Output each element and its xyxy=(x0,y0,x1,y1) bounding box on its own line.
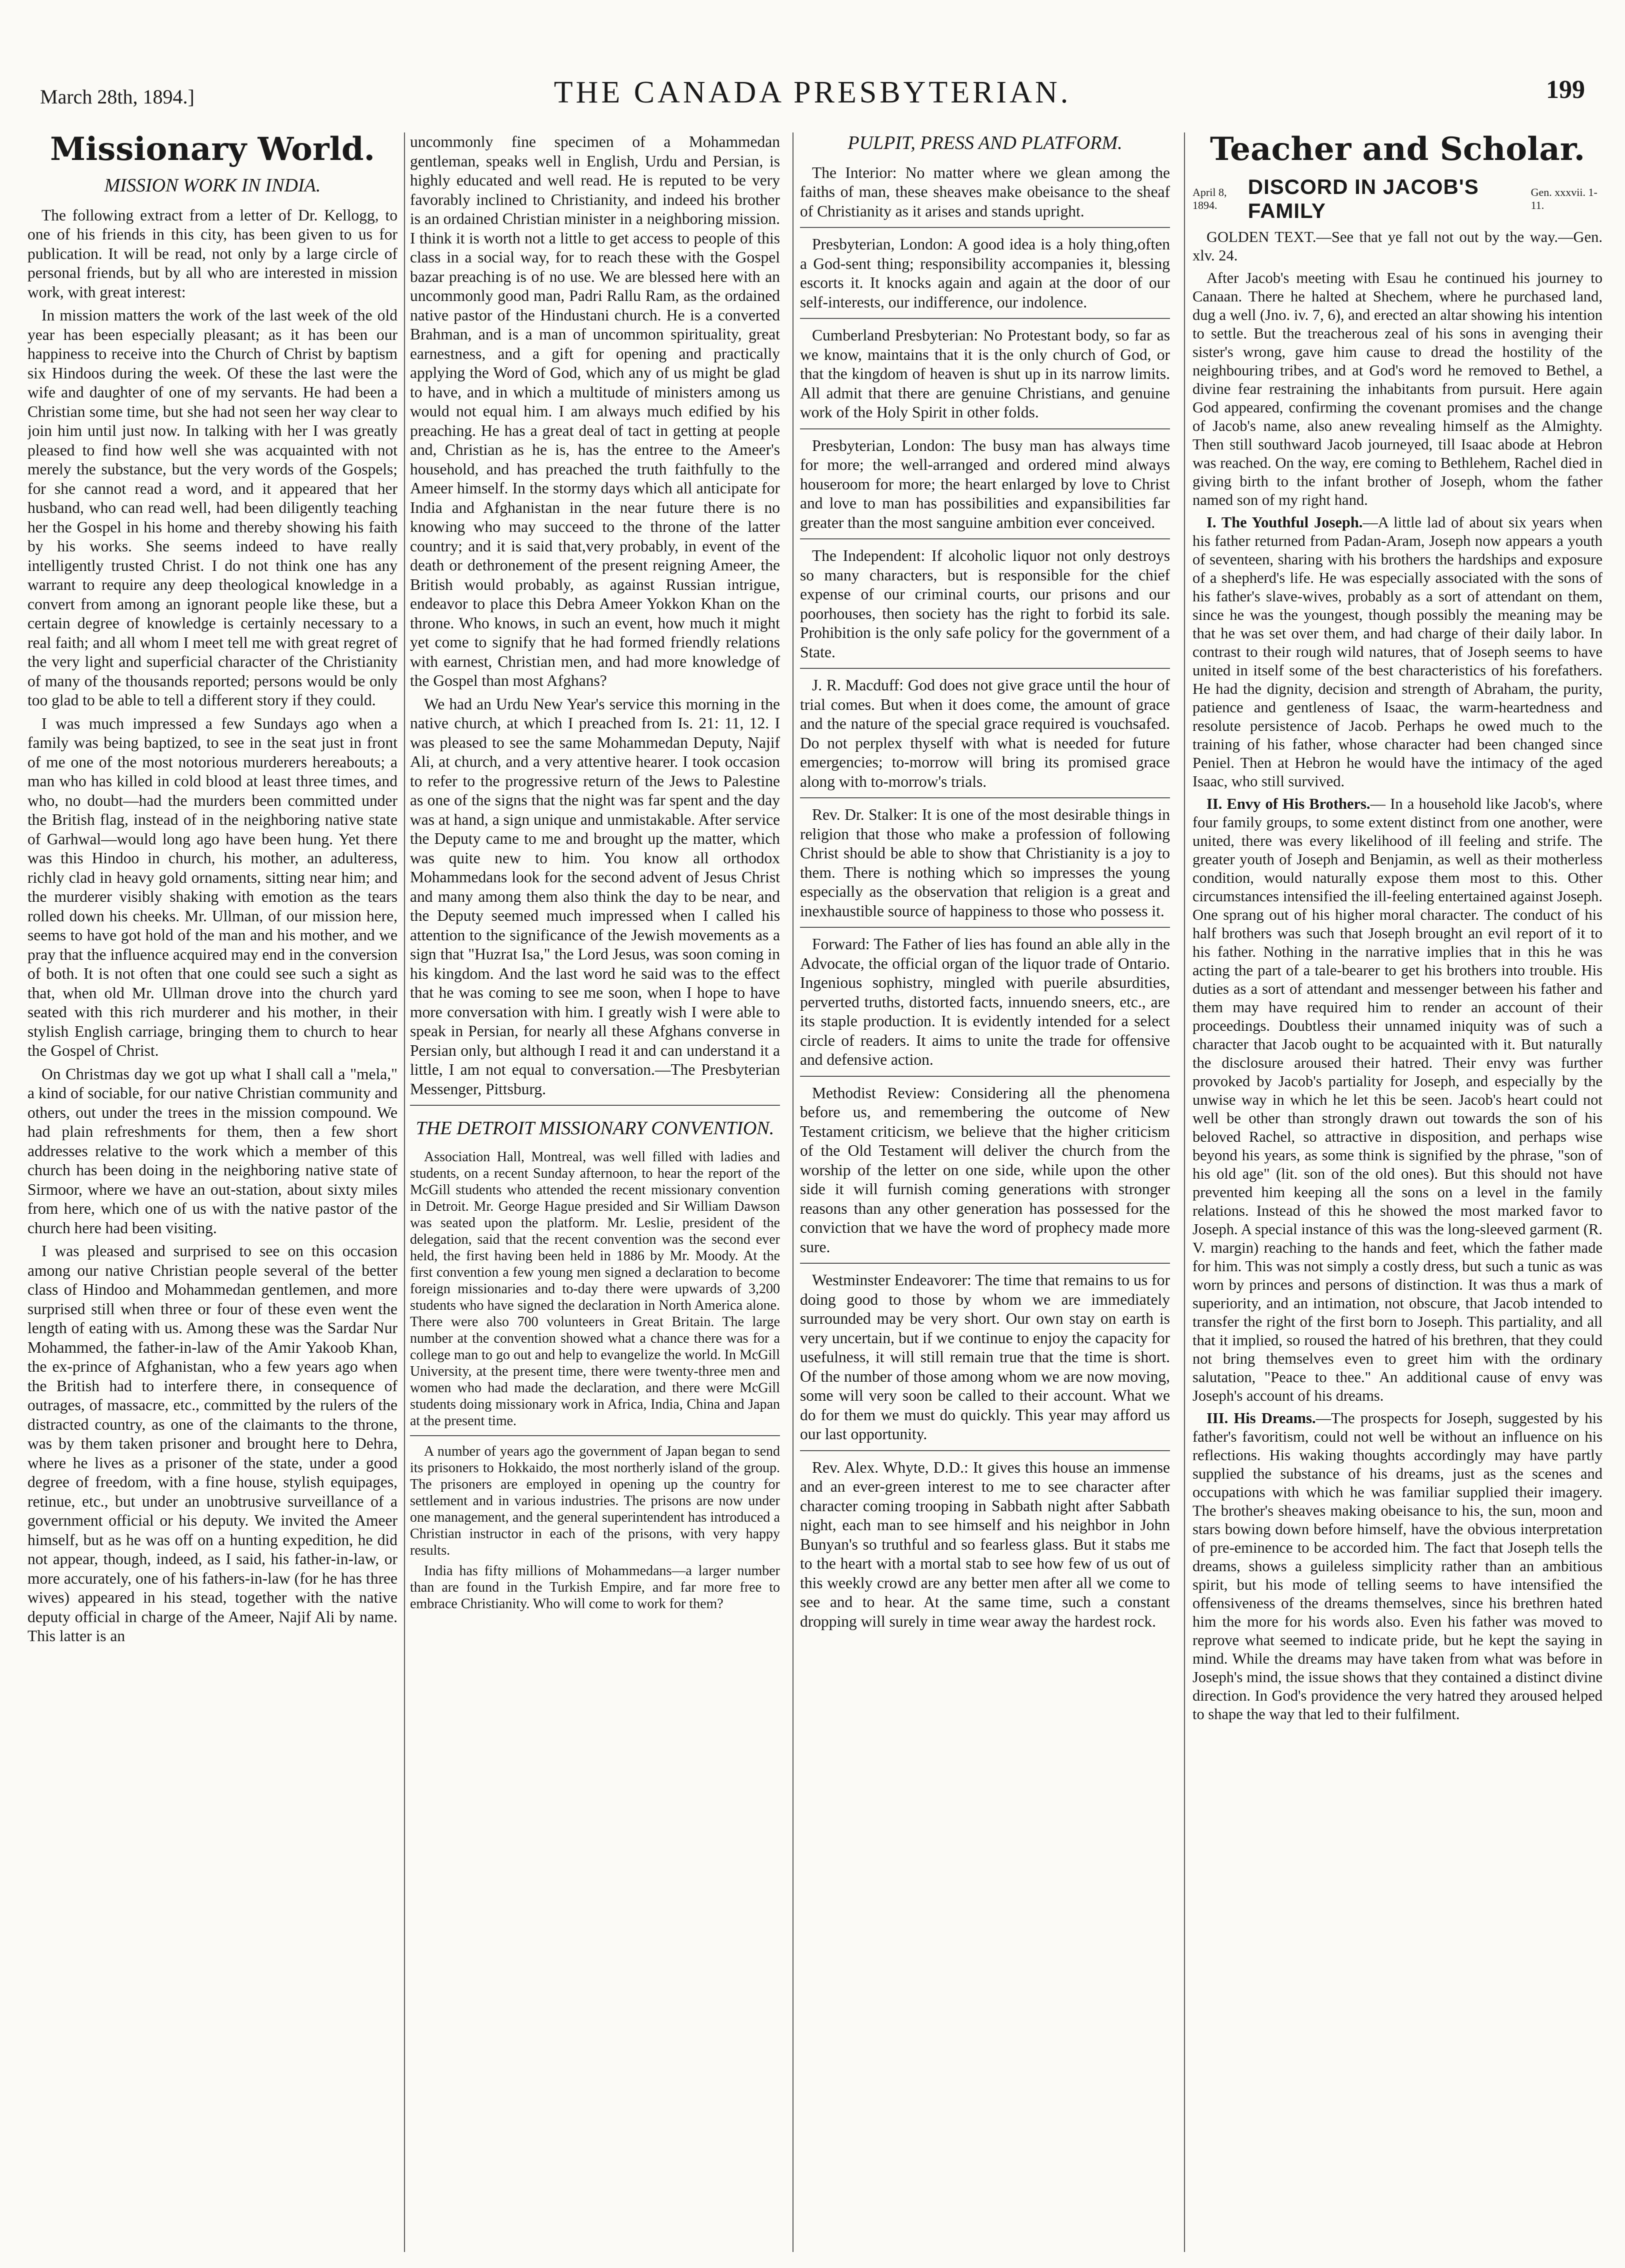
section-text: —A little lad of about six years when his father returned from Padan-Aram, Joseph now appears a youth of seventeen, sharing with his brothers the hardships and exposure of a shepherd's life. He was especially associated with the sons of his father's slave-wives, probably as a sort of attendant on them, since he was the youngest, though possibly the meaning may be that he was set over them, and had charge of their daily labor. In contrast to their rough wild natures, that of Joseph seems to have united in itself some of the best characteristics of his forefathers. He had the dignity, decision and strength of Abraham, the purity, patience and gentleness of Isaac, the warm-heartedness and resolute persistence of Jacob. Perhaps he owed much to the training of his father, whose character had been changed since Peniel. Then at Hebron he would have the intimacy of the aged Isaac, who still survived. xyxy=(1192,514,1602,790)
column-two xyxy=(410,132,780,2252)
quote-item: Cumberland Presbyterian: No Protestant body, so far as we know, maintains that it is the only church of God, or that the kingdom of heaven is shut up in its narrow limits. All admit that there are genuine Christians, and genuine work of the Holy Spirit in other folds. xyxy=(800,326,1170,421)
column-rule xyxy=(792,132,794,2252)
article-paragraph: The following extract from a letter of Dr. Kellogg, to one of his friends in this city, has been given to us for publication. It will be read, not only by a large circle of personal friends, but by all who are interested in mission work, with great interest: xyxy=(28,206,398,301)
quote-item: Rev. Alex. Whyte, D.D.: It gives this house an immense and an ever-green interest to me to see character after character coming trooping in Sabbath night after Sabbath night, each man to see himself and his neighbor in John Bunyan's so truthful and so fearless glass. But it stabs me to the heart with a mortal stab to see how few of us out of this weekly crowd are any better men after all we come to see and to hear. At the same time, such a constant dropping will surely in time wear away the hardest rock. xyxy=(800,1458,1170,1630)
news-item: A number of years ago the government of Japan began to send its prisoners to Hokkaido, the most northerly island of the group. The prisoners are employed in opening up the country for settlement and in various industries. The prisons are now under one management, and the general superintendent has introduced a Christian instructor in each of the prisons, with very happy results. xyxy=(410,1443,780,1558)
column-rule xyxy=(404,132,405,2252)
column-pulpit-press-platform xyxy=(800,132,1170,2252)
department-heading: Missionary World. xyxy=(50,132,375,168)
quote-item: The Interior: No matter where we glean among the faiths of man, these sheaves make obeisance to the sheaf of Christianity as it arises and stands upright. xyxy=(800,163,1170,220)
news-item: India has fifty millions of Mohammedans—a larger number than are found in the Turkish Empire, and far more free to embrace Christianity. Who will come to work for them? xyxy=(410,1563,780,1612)
section-text: — In a household like Jacob's, where four family groups, to some extent distinct from one another, were united, there was every likelihood of ill feeling and strife. The greater youth of Joseph and Benjamin, as well as their motherless condition, would naturally expose them most to this. Other circumstances intensified the ill-feeling entertained against Joseph. One sprang out of his higher moral character. The conduct of his half brothers was such that Joseph brought an evil report of it to his father. Nothing in the narrative implies that in this he was acting the part of a tale-bearer to get his brothers into trouble. His duties as a sort of attendant and messenger between his father and them may have required him to render an account of their proceedings. Doubtless their unnamed iniquity was of such a character that Jacob ought to be acquainted with it. But naturally the disclosure aroused their hatred. Their envy was further provoked by Jacob's partiality for Joseph, and especially by the unwise way in which he let this be seen. Jacob's heart could not well be other than strongly drawn out towards the son of his beloved Rachel, so attractive in disposition, and perhaps wise beyond his years, as some think is signified by the phrase, "son of his old age" (lit. son of the old ones). But this should not have prevented him keeping all the sons on a level in the family relations. Instead of this he showed the most marked favor to Joseph. A special instance of this was the long-sleeved garment (R. V. margin) reaching to the hands and feet, which the father made for him. This was not simply a costly dress, but such a tunic as was worn by princes and persons of distinction. It was thus a mark of superiority, and an intimation, not obscure, that Jacob intended to transfer the right of the first born to Joseph. This partiality, and all that it implied, so roused the hatred of his brethren, that they could not bring themselves even to greet him with the ordinary salutation, "Peace to thee." An additional cause of envy was Joseph's account of his dreams. xyxy=(1192,795,1602,1405)
department-heading: PULPIT, PRESS AND PLATFORM. xyxy=(848,132,1122,153)
article-paragraph: In mission matters the work of the last week of the old year has been especially pleasant; as it has been our happiness to receive into the Church of Christ by baptism six Hindoos during the week. Of these the last were the wife and daughter of one of my servants. He had been a Christian some time, but she had not seen her way clear to join him until just now. In talking with her I was greatly pleased to find how well she was acquainted with not merely the substance, but the very words of the Gospels; for she cannot read a word, and it appeared that her husband, who can read well, had been diligently teaching her the Gospel in his home and thereby showing his faith by his works. She seems indeed to have really intelligently trusted Christ. I do not think one has any warrant to require any deep theological knowledge in a convert from among an ignorant people like these, but a certain degree of knowledge is certainly necessary to a real faith; and all whom I meet tell me with great regret of the very light and superficial character of the Christianity of many of the thousands reported; persons would be only too glad to be able to tell a different story if they could. xyxy=(28,306,398,709)
lesson-section xyxy=(1192,1409,1602,1724)
issue-date: March 28th, 1894.] xyxy=(40,85,194,108)
section-heading: I. The Youthful Joseph. xyxy=(1206,514,1363,531)
section-text: —The prospects for Joseph, suggested by his father's favoritism, could not well be without an influence on his reflections. His waking thoughts accordingly may have partly supplied the substance of his dreams, just as the scenes and occupations with which he was familiar supplied their imagery. The brother's sheaves making obeisance to his, the sun, moon and stars bowing down before himself, have the obvious interpretation of pre-eminence to be accorded him. The fact that Joseph tells the dreams, shows a guileless simplicity rather than an ambitious spirit, but his mode of telling seems to have intensified the offensiveness of the dreams themselves, since his brethren hated him the more for his words also. Even his father was moved to reprove what seemed to indicate pride, but he kept the saying in mind. While the dreams may have taken from what was before in Joseph's mind, the issue shows that they contained a distinct divine direction. In God's providence the very hatred they aroused helped to shape the way that led to their fulfilment. xyxy=(1192,1410,1602,1723)
section-heading: II. Envy of His Brothers. xyxy=(1206,795,1370,813)
column-missionary-world xyxy=(28,132,398,2252)
lesson-title: DISCORD IN JACOB'S FAMILY xyxy=(1248,175,1479,223)
lesson-intro: After Jacob's meeting with Esau he continued his journey to Canaan. There he halted at Shechem, where he purchased land, dug a well (Jno. iv. 7, 6), and erected an altar showing his intention to settle. But the treacherous zeal of his sons in avenging their sister's wrong, gave him cause to dread the hostility of the neighbouring tribes, and at God's word he removed to Bethel, a divine fear restraining the inhabitants from pursuit. Here again God appeared, confirming the covenant promises and the change of Jacob's name, also anew revealing himself as the Almighty. Then still southward Jacob journeyed, till Isaac abode at Hebron was reached. On the way, ere coming to Bethlehem, Rachel died in giving birth to the infant brother of Joseph, whom the father named son of my right hand. xyxy=(1192,269,1602,509)
quote-item: The Independent: If alcoholic liquor not only destroys so many characters, but is responsible for the chief expense of our criminal courts, our prisons and our poorhouses, then society has the right to forbid its sale. Prohibition is the only safe policy for the government of a State. xyxy=(800,547,1170,661)
quote-item: Forward: The Father of lies has found an able ally in the Advocate, the official organ of the liquor trade of Ontario. Ingenious sophistry, mingled with puerile absurdities, perverted truths, distorted facts, innuendo sneers, etc., are its staple production. It is evidently intended for a select circle of readers. It aims to unite the trade for offensive and defensive action. xyxy=(800,935,1170,1069)
quote-item: J. R. Macduff: God does not give grace until the hour of trial comes. But when it does come, the amount of grace and the nature of the special grace required is vouchsafed. Do not perplex thyself with what is needed for future emergencies; to-morrow will bring its promised grace along with to-morrow's trials. xyxy=(800,676,1170,790)
article-paragraph: On Christmas day we got up what I shall call a "mela," a kind of sociable, for our native Christian community and others, out under the trees in the mission compound. We had plain refreshments for them, then a few short addresses relative to the work which a member of this church has been doing in the neighboring native state of Sirmoor, where we have an out-station, about sixty miles from here, which one of us with the native pastor of the church here had been visiting. xyxy=(28,1065,398,1237)
article-title: THE DETROIT MISSIONARY CONVENTION. xyxy=(416,1118,774,1139)
article-paragraph: I was pleased and surprised to see on this occasion among our native Christian people several of the better class of Hindoo and Mohammedan gentlemen, and more surprised still when three or four of these even went the length of eating with us. Among these was the Sardar Nur Mohammed, the father-in-law of the Amir Yakoob Khan, the ex-prince of Afghanistan, who a few years ago when the British had to interfere there, in consequence of outrages, of massacre, etc., committed by the rulers of the distracted country, as one of the claimants to the throne, was by them taken prisoner and brought here to Dehra, where he lives as a prisoner of the state, under a good degree of freedom, with a fine house, stylish equipages, retinue, etc., but under an unobtrusive surveillance of a government official or his deputy. We invited the Ameer himself, but as he was off on a hunting expedition, he did not appear, though, indeed, as I said, his father-in-law, or more accurately, one of his fathers-in-law (for he has three wives) appeared in his stead, together with the native deputy official in charge of the Ameer, Najif Ali by name. This latter is an xyxy=(28,1242,398,1645)
quote-item: Presbyterian, London: The busy man has always time for more; the well-arranged and ordered mind always houseroom for more; the heart enlarged by love to Christ and love to man has possibilities and expansibilities far greater than the most sanguine ambition ever conceived. xyxy=(800,436,1170,531)
article-paragraph: uncommonly fine specimen of a Mohammedan gentleman, speaks well in English, Urdu and Persian, is highly educated and well read. He is reputed to be very favorably inclined to Christianity, and indeed his brother is an ordained Christian minister in a neighboring mission. I think it is worth not a little to get access to people of this class in a social way, for to reach these with the Gospel bazar preaching is of no use. We are blessed here with an uncommonly good man, Padri Rallu Ram, as the ordained native pastor of the Hindustani church. He is a converted Brahman, and is a man of uncommon spirituality, great earnestness, and a gift for opening and practically applying the Word of God, which any of us might be glad to have, and in which a multitude of ministers among us would not equal him. I am always much edified by his preaching. He has a great deal of tact in getting at people and, Christian as he is, has the entree to the Ameer's household, and has preached the truth faithfully to the Ameer himself. In the stormy days which all anticipate for India and Afghanistan in the near future there is no knowing who may succeed to the throne of the latter country; and it is said that,very probably, in event of the death or dethronement of the present reigning Ameer, the British would probably, as against Russian intrigue, endeavor to place this Debra Ameer Yokkon Khan on the throne. Who knows, in such an event, how much it might yet come to signify that he had formed friendly relations with earnest, Christian men, and had more knowledge of the Gospel than most Afghans? xyxy=(410,133,780,689)
column-rule xyxy=(1184,132,1185,2252)
quote-item: Methodist Review: Considering all the phenomena before us, and remembering the outcome of New Testament criticism, we believe that the higher criticism of the Old Testament will deliver the church from the worship of the letter on one side, while upon the other side it will furnish coming generations with stronger reasons than any other generation has possessed for the conviction that we have the word of prophecy made more sure. xyxy=(800,1084,1170,1256)
quote-item: Westminster Endeavorer: The time that remains to us for doing good to those by whom we are immediately surrounded may be very short. Our own stay on earth is very uncertain, but if we continue to enjoy the capacity for usefulness, it will still remain true that the time is short. Of the number of those among whom we are now moving, some will very soon be called to their account. What we do for them we must do quickly. This year may afford us our last opportunity. xyxy=(800,1271,1170,1443)
lesson-header xyxy=(1192,175,1602,223)
page-number: 199 xyxy=(1546,75,1585,104)
lesson-date: April 8, 1894. xyxy=(1192,186,1227,212)
article-paragraph: Association Hall, Montreal, was well filled with ladies and students, on a recent Sunday afternoon, to hear the report of the McGill students who attended the recent missionary convention in Detroit. Mr. George Hague presided and Sir William Dawson was seated upon the platform. Mr. Leslie, president of the delegation, said that the recent convention was the second ever held, the first having been held in 1886 by Mr. Moody. At the first convention a few young men signed a declaration to become foreign missionaries and to-day there were upwards of 3,200 students who have signed the declaration in North America alone. There were also 700 volunteers in Great Britain. The large number at the convention showed what a chance there was for a college man to go out and help to evangelize the world. In McGill University, at the present time, there were twenty-three men and women who had made the declaration, and there were McGill students doing missionary work in Africa, India, China and Japan at the present time. xyxy=(410,1149,780,1429)
section-heading: III. His Dreams. xyxy=(1206,1410,1316,1427)
quote-item: Rev. Dr. Stalker: It is one of the most desirable things in religion that those who make a profession of following Christ should be able to show that Christianity is a joy to them. There is nothing which so impresses the young especially as the observation that religion is a great and inexhaustible source of happiness to those who possess it. xyxy=(800,806,1170,920)
newspaper-title: THE CANADA PRESBYTERIAN. xyxy=(554,75,1072,109)
lesson-section xyxy=(1192,795,1602,1405)
lesson-reference: Gen. xxxvii. 1-11. xyxy=(1530,186,1598,212)
golden-text: GOLDEN TEXT.—See that ye fall not out by the way.—Gen. xlv. 24. xyxy=(1192,228,1602,264)
column-teacher-and-scholar xyxy=(1192,132,1602,2252)
lesson-section xyxy=(1192,513,1602,791)
article-paragraph: We had an Urdu New Year's service this morning in the native church, at which I preached from Is. 21: 11, 12. I was pleased to see the same Mohammedan Deputy, Najif Ali, at church, and a very attentive hearer. I took occasion to refer to the progressive return of the Jews to Palestine as one of the signs that the night was far spent and the day was at hand, a sign unique and unmistakable. After service the Deputy came to me and brought up the matter, which was quite new to him. You know all orthodox Mohammedans look for the second advent of Jesus Christ and many among them also think the day to be near, and the Deputy seemed much impressed when I called his attention to the significance of the Jewish movements as a sign that "Huzrat Isa," the Lord Jesus, was soon coming in his kingdom. And the last word he said was to the effect that he was coming to see me soon, when I hope to have more conversation with him. I greatly wish I were able to speak in Persian, for nearly all these Afghans converse in Persian only, but although I read it and can understand it a little, I am not equal to conversation.—The Presbyterian Messenger, Pittsburg. xyxy=(410,695,780,1098)
masthead xyxy=(40,75,1585,115)
quote-item: Presbyterian, London: A good idea is a holy thing,often a God-sent thing; responsibility accompanies it, blessing escorts it. It knocks again and again at the door of our self-interests, our indifference, our indolence. xyxy=(800,235,1170,311)
article-title: MISSION WORK IN INDIA. xyxy=(104,175,321,196)
article-paragraph: I was much impressed a few Sundays ago when a family was being baptized, to see in the seat just in front of me one of the most notorious murderers hereabouts; a man who has killed in cold blood at least three times, and who, no doubt—had the murders been committed under the British flag, instead of in the neighboring native state of Garhwal—would long ago have been hung. Yet there was this Hindoo in church, his mother, an adulteress, richly clad in heavy gold ornaments, sitting near him; and the murderer visibly shaking with emotion as the tears rolled down his cheeks. Mr. Ullman, of our mission here, seems to have got hold of the man and his mother, and we pray that the influence acquired may end in the conversion of both. It is not often that one could see such a sight as that, when old Mr. Ullman drove into the church yard seated with this rich murderer and his mother, in their stylish English carriage, bringing them to church to hear the Gospel of Christ. xyxy=(28,714,398,1060)
department-heading: Teacher and Scholar. xyxy=(1210,132,1586,168)
